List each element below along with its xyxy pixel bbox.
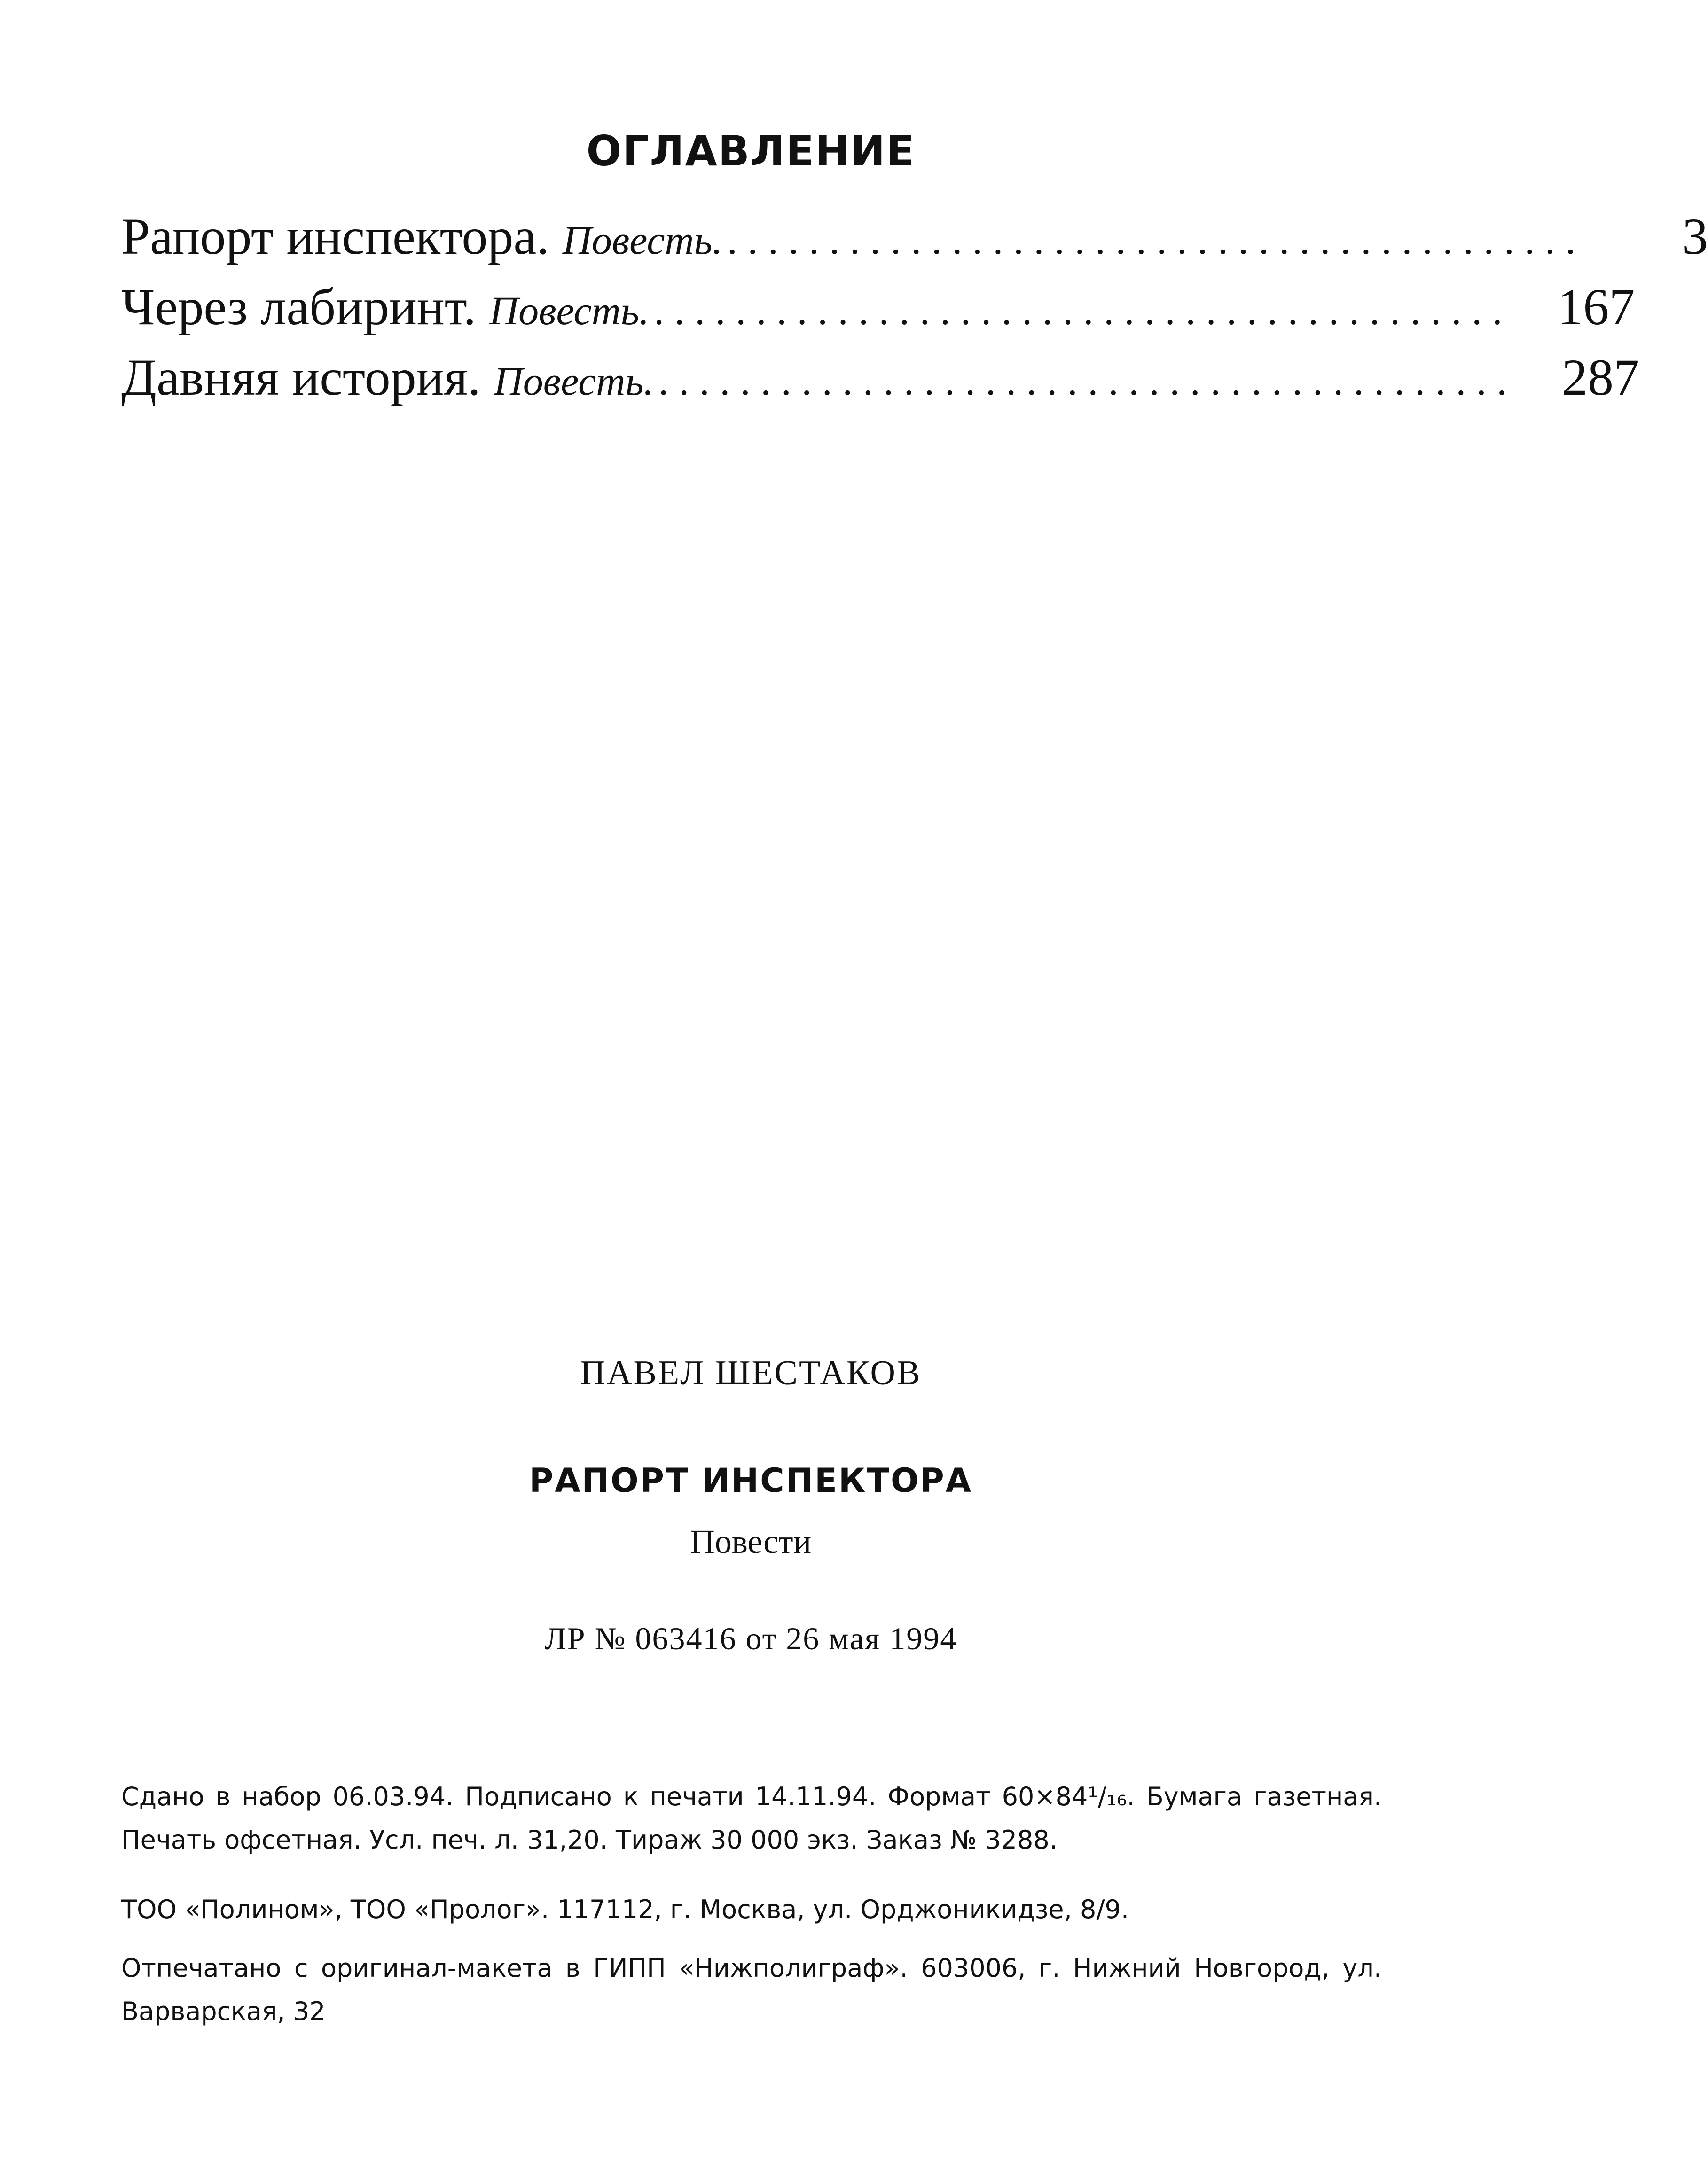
printer-details: Отпечатано с оригинал-макета в ГИПП «Нижполиграф». 603006, г. Нижний Новгород, ул. Варварская, 32 <box>121 1953 1382 2026</box>
toc-entry <box>121 277 1635 348</box>
toc-heading: ОГЛАВЛЕНИЕ <box>586 127 916 175</box>
toc-entry <box>121 348 1640 418</box>
table-of-contents <box>121 207 1708 418</box>
toc-entry <box>121 207 1708 277</box>
toc-entry-title: Давняя история. <box>121 349 481 406</box>
author-name: ПАВЕЛ ШЕСТАКОВ <box>580 1354 922 1392</box>
toc-entry-genre: Повесть. <box>489 288 650 333</box>
toc-entry-page: 167 <box>1557 278 1635 335</box>
toc-entry-genre: Повесть. <box>494 359 654 404</box>
toc-entry-genre: Повесть. <box>562 218 723 263</box>
toc-entry-title: Рапорт инспектора. <box>121 208 549 265</box>
toc-entry-page: 3 <box>1682 208 1708 265</box>
publisher-address: ТОО «Полином», ТОО «Пролог». 117112, г. Москва, ул. Орджоникидзе, 8/9. <box>121 1895 1129 1924</box>
production-details: Сдано в набор 06.03.94. Подписано к печати 14.11.94. Формат 60×84¹/₁₆. Бумага газетная. Печать офсетная. Усл. печ. л. 31,20. Тираж 30 000 экз. Заказ № 3288. <box>121 1782 1382 1855</box>
book-subtitle: Повести <box>690 1523 812 1560</box>
toc-entry-page: 287 <box>1562 349 1640 406</box>
toc-entry-title: Через лабиринт. <box>121 278 477 335</box>
license-number: ЛР № 063416 от 26 мая 1994 <box>544 1621 957 1656</box>
toc-dot-leader: .......................................... <box>727 218 1586 263</box>
toc-dot-leader: .......................................... <box>654 288 1513 333</box>
toc-dot-leader: .......................................... <box>658 359 1518 404</box>
book-title: РАПОРТ ИНСПЕКТОРА <box>529 1461 972 1500</box>
